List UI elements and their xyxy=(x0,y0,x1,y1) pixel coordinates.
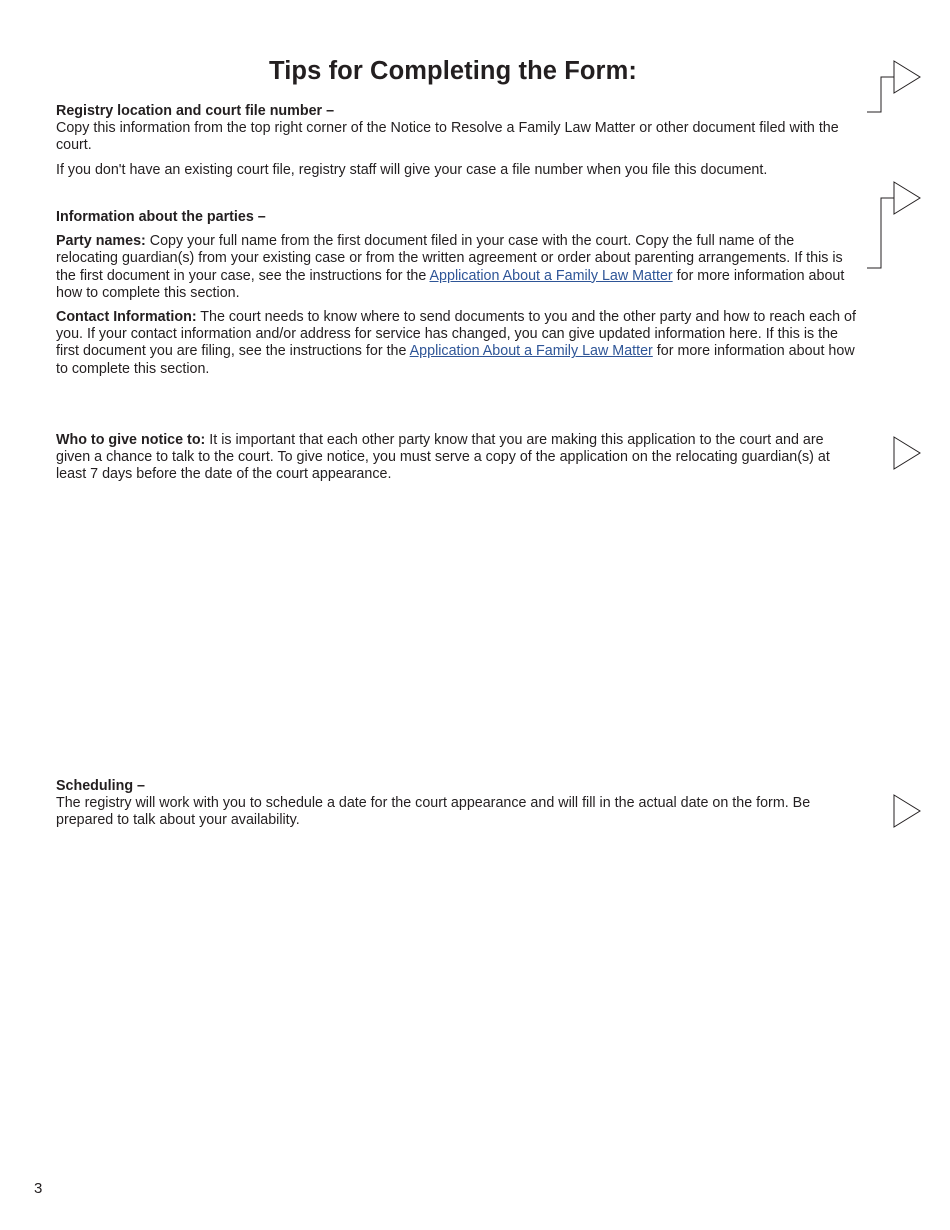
contact-info-paragraph xyxy=(56,309,856,378)
page-number: 3 xyxy=(34,1180,43,1197)
notice-paragraph xyxy=(56,432,856,484)
scheduling-paragraph: The registry will work with you to schedule a date for the court appearance and will fill in the actual date on the form. Be prepared to talk about your availability. xyxy=(56,795,811,829)
registry-paragraph-2: If you don't have an existing court file, registry staff will give your case a file number when you file this document. xyxy=(56,161,768,178)
party-names-paragraph xyxy=(56,233,856,302)
party-names-text: Copy your full name from the first document filed in your case with the court. Copy the full name of the relocating guardian(s) from your existing case or from the written agreement or order about parenting arrangements. If this is the first document in your case, see the instructions for the xyxy=(56,233,843,284)
parties-section xyxy=(56,209,856,378)
contact-info-text-end: for more information about how to complete this section. xyxy=(56,343,855,377)
page-title: Tips for Completing the Form: xyxy=(269,57,637,85)
notice-section xyxy=(56,432,856,484)
notice-label: Who to give notice to: xyxy=(56,432,206,448)
scheduling-heading: Scheduling – xyxy=(56,778,145,794)
registry-paragraph-1: Copy this information from the top right corner of the Notice to Resolve a Family Law Matter or other document filed with the court. xyxy=(56,120,839,154)
party-names-label: Party names: xyxy=(56,233,146,250)
section-pointer-arrow-icon xyxy=(866,793,926,831)
party-names-application-link[interactable]: Application About a Family Law Matter xyxy=(429,267,673,284)
scheduling-section xyxy=(56,778,856,830)
section-pointer-arrow-icon xyxy=(866,58,926,116)
section-pointer-arrow-icon xyxy=(866,180,926,270)
party-names-text-end: for more information about how to complete this section. xyxy=(56,267,845,301)
contact-info-application-link[interactable]: Application About a Family Law Matter xyxy=(409,343,653,360)
section-pointer-arrow-icon xyxy=(866,434,926,472)
registry-heading: Registry location and court file number – xyxy=(56,103,335,119)
contact-info-label: Contact Information: xyxy=(56,309,197,326)
parties-heading: Information about the parties – xyxy=(56,209,266,225)
notice-text: It is important that each other party know that you are making this application to the court and are given a chance to talk to the court. To give notice, you must serve a copy of the application on the relocating guardian(s) at least 7 days before the date of the court appearance. xyxy=(56,432,830,483)
registry-section xyxy=(56,103,856,179)
contact-info-text: The court needs to know where to send documents to you and the other party and how to reach each of you. If your contact information and/or address for service has changed, you can give updated information here. If this is the first document you are filing, see the instructions for the xyxy=(56,309,856,360)
